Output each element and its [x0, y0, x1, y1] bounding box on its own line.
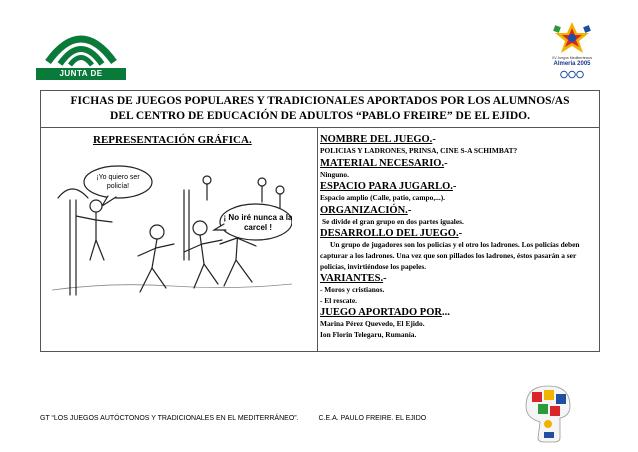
- development-heading: DESARROLLO DEL JUEGO.-: [320, 228, 463, 240]
- title-line-1: FICHAS DE JUEGOS POPULARES Y TRADICIONALES APORTADOS POR LOS ALUMNOS/AS: [70, 95, 570, 107]
- contributor-item: Marina Pérez Quevedo, El Ejido.: [320, 319, 425, 329]
- name-value: POLICIAS Y LADRONES, PRINSA, CINE S-A SCHIMBAT?: [320, 146, 518, 155]
- star-emblem-icon: [546, 20, 598, 56]
- speech-bubble-1-line-2: policía!: [106, 183, 130, 190]
- space-value: Espacio amplio (Calle, patio, campo,...).: [320, 193, 446, 203]
- space-heading: ESPACIO PARA JUGARLO.-: [320, 181, 457, 193]
- name-heading: NOMBRE DEL JUEGO.-: [320, 134, 436, 145]
- junta-de-andalucia-logo: [36, 22, 126, 90]
- material-heading: MATERIAL NECESARIO.-: [320, 157, 448, 169]
- junta-arches-emblem: [36, 22, 126, 68]
- variant-item: - El rescate.: [320, 295, 358, 305]
- speech-bubble-2-line-2: carcel !: [243, 223, 273, 232]
- title-divider: [40, 127, 600, 128]
- material-value: Ninguno.: [320, 169, 349, 179]
- speech-bubble-2-line-1: ¡ No iré nunca a la: [223, 213, 292, 222]
- games-caption: XV Juegos Mediterráneos: [551, 56, 593, 60]
- footer-right-text: C.E.A. PAULO FREIRE. EL EJIDO: [318, 415, 427, 422]
- page-title: [41, 94, 599, 124]
- rings-icon: [560, 70, 584, 79]
- footer-left-text: GT “LOS JUEGOS AUTÓCTONOS Y TRADICIONALES EN EL MEDITERRÁNEO”.: [40, 415, 299, 422]
- mascot-icon: [520, 382, 576, 444]
- organization-value: Se divide el gran grupo en dos partes iguales.: [322, 216, 464, 226]
- game-details: [320, 133, 596, 341]
- variant-item: - Moros y cristianos.: [320, 285, 385, 295]
- development-value: Un grupo de jugadores son los policías y el otro los ladrones. Los policías deben capturar a los ladrones. Una vez que son pillados los ladrones, éstos pasarán a ser policías, invirtiéndose los papeles.: [320, 240, 580, 271]
- speech-bubble-1-line-1: ¡Yo quiero ser: [96, 174, 140, 181]
- game-illustration: [52, 160, 292, 320]
- contributor-heading: JUEGO APORTADO POR...: [320, 307, 450, 319]
- junta-logo-wordmark: JUNTA DE ANDALUCIA: [36, 68, 126, 80]
- column-divider: [317, 127, 318, 352]
- almeria-caption: Almería 2005: [553, 61, 591, 67]
- title-line-2: DEL CENTRO DE EDUCACIÓN DE ADULTOS “PABLO FREIRE” DE EL EJIDO.: [110, 110, 530, 122]
- variants-heading: VARIANTES.-: [320, 273, 387, 285]
- graphic-heading: REPRESENTACIÓN GRÁFICA.: [93, 134, 252, 146]
- organization-heading: ORGANIZACIÓN.-: [320, 204, 412, 216]
- almeria-2005-logo: [546, 20, 598, 82]
- footer: [40, 415, 426, 422]
- contributor-item: Ion Florin Telegaru, Rumanía.: [320, 329, 417, 339]
